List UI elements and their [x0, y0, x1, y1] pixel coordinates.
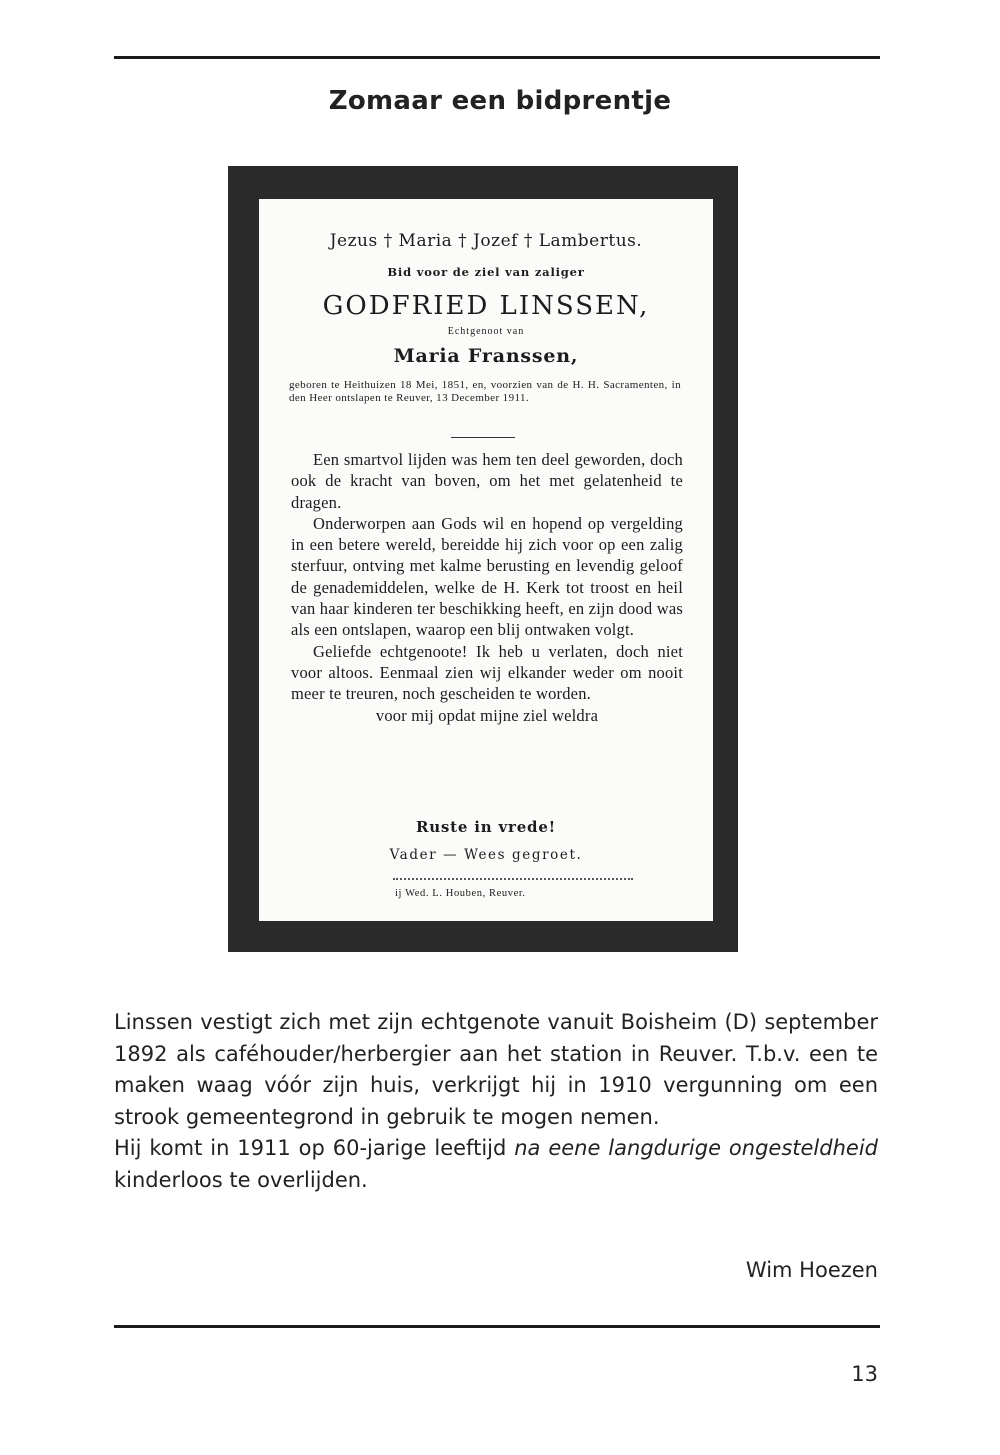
card-dotted-line: [393, 878, 633, 880]
card-text-paragraph: Onderworpen aan Gods wil en hopend op vergelding in een betere wereld, bereidde hij zich voor op een zalig sterfuur, ontving met kalme berusting en levendig geloof de genademiddelen, welke de H. Kerk tot troost en heil van haar kinderen ter beschikking heeft, en zijn dood was als een ontslapen, waarop een blij ontwaken volgt.: [291, 513, 683, 640]
card-saints-line: Jezus † Maria † Jozef † Lambertus.: [329, 231, 643, 251]
article-paragraph: [114, 1133, 878, 1196]
card-text-paragraph: Een smartvol lijden was hem ten deel geworden, doch ook de kracht van boven, om het met gelatenheid te dragen.: [291, 450, 683, 512]
article-paragraph: Linssen vestigt zich met zijn echtgenote vanuit Boisheim (D) september 1892 als caféhouder/herbergier aan het station in Reuver. T.b.v. een te maken waag vóór zijn huis, verkrijgt hij in 1910 vergunning om een strook gemeentegrond in gebruik te mogen nemen.: [114, 1010, 878, 1129]
card-divider: [451, 437, 515, 438]
article-text: Hij komt in 1911 op 60-jarige leeftijd: [114, 1136, 515, 1160]
page-title: Zomaar een bidprentje: [328, 86, 672, 116]
card-prayers: Vader — Wees gegroet.: [389, 847, 583, 863]
card-text-paragraph: Geliefde echtgenoote! Ik heb u verlaten, doch niet voor altoos. Eenmaal zien wij elkander weder om nooit meer te treuren, noch gescheiden te worden.: [291, 641, 683, 704]
card-pray-line: Bid voor de ziel van zaliger: [387, 265, 585, 279]
article-quote: na eene langdurige ongesteldheid: [514, 1136, 878, 1160]
card-text: [291, 449, 683, 726]
author-name: Wim Hoezen: [745, 1258, 878, 1282]
card-spouse-name: Maria Franssen,: [393, 345, 579, 367]
page-number: 13: [851, 1362, 878, 1386]
card-spouse-of: Echtgenoot van: [447, 326, 525, 337]
card-deceased-name: GODFRIED LINSSEN,: [322, 291, 650, 321]
card-printer: ij Wed. L. Houben, Reuver.: [395, 888, 526, 899]
article-body: [114, 1007, 878, 1196]
top-rule: [114, 56, 880, 59]
card-biography: geboren te Heithuizen 18 Mei, 1851, en, voorzien van de H. H. Sacramenten, in den Heer ontslapen te Reuver, 13 December 1911.: [289, 379, 681, 404]
prayer-card: [259, 199, 713, 921]
bottom-rule: [114, 1325, 880, 1328]
article-text: kinderloos te overlijden.: [114, 1167, 368, 1192]
card-rest-in-peace: Ruste in vrede!: [415, 818, 557, 836]
card-text-paragraph: voor mij opdat mijne ziel weldra: [375, 705, 599, 725]
